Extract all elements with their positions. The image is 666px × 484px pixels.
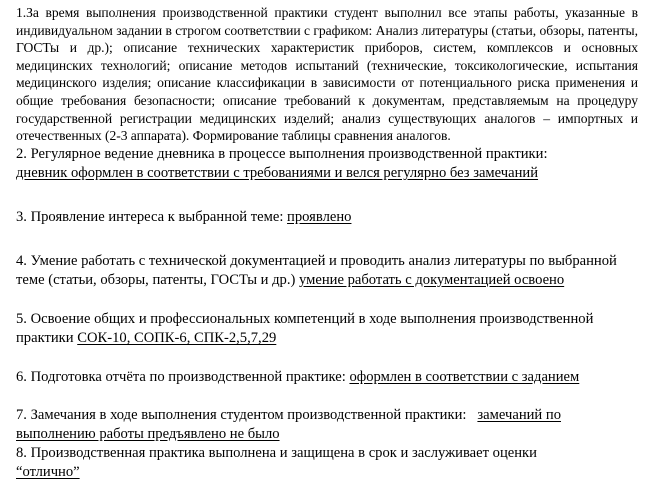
item-4-paragraph <box>16 252 638 290</box>
item-3-answer: проявлено <box>287 208 352 225</box>
item-3-paragraph <box>16 208 638 227</box>
item-4-answer: умение работать с документацией освоено <box>299 271 565 288</box>
item-7-paragraph <box>16 406 638 444</box>
item-3-label: 3. Проявление интереса к выбранной теме: <box>16 208 284 225</box>
item-5-paragraph <box>16 310 638 348</box>
item-5-label: 5. Освоение общих и профессиональных компетенций в ходе выполнения производственной практики <box>16 310 594 346</box>
item-4-label: 4. Умение работать с технической документацией и проводить анализ литературы по выбранной теме (статьи, обзоры, патенты, ГОСТы и др.) <box>16 252 617 288</box>
item-7-label: 7. Замечания в ходе выполнения студентом производственной практики: <box>16 406 467 423</box>
item-6-paragraph <box>16 368 638 387</box>
item-2-label: 2. Регулярное ведение дневника в процессе выполнения производственной практики: <box>16 145 548 162</box>
item-2-answer: дневник оформлен в соответствии с требованиями и велся регулярно без замечаний <box>16 164 539 181</box>
item-6-answer: оформлен в соответствии с заданием <box>349 368 580 385</box>
item-8-paragraph <box>16 444 638 482</box>
item-7-answer: замечаний по выполнению работы предъявлено не было <box>16 406 561 442</box>
item-6-label: 6. Подготовка отчёта по производственной практике: <box>16 368 346 385</box>
item-8-label: 8. Производственная практика выполнена и защищена в срок и заслуживает оценки <box>16 444 537 461</box>
document-page <box>16 4 638 482</box>
item-8-answer: “отлично” <box>16 463 80 480</box>
item-5-answer: СОК-10, СОПК-6, СПК-2,5,7,29 <box>77 329 277 346</box>
item-1-paragraph: 1.За время выполнения производственной практики студент выполнил все этапы работы, указанные в индивидуальном задании в строгом соответствии с графиком: Анализ литературы (статьи, обзоры, патенты, ГОСТы и др.); описание технических характеристик приборов, систем, комплексов и основных медицинских технологий; описание методов испытаний (технические, токсикологические, испытания медицинского изделия; описание классификации в зависимости от потенциального риска применения и общие требования безопасности; описание требований к документам, представляемым на процедуру государственной регистрации медицинских изделий; анализ существующих аналогов – импортных и отечественных (2-3 аппарата). Формирование таблицы сравнения аналогов. <box>16 5 638 144</box>
item-2-paragraph <box>16 145 638 183</box>
